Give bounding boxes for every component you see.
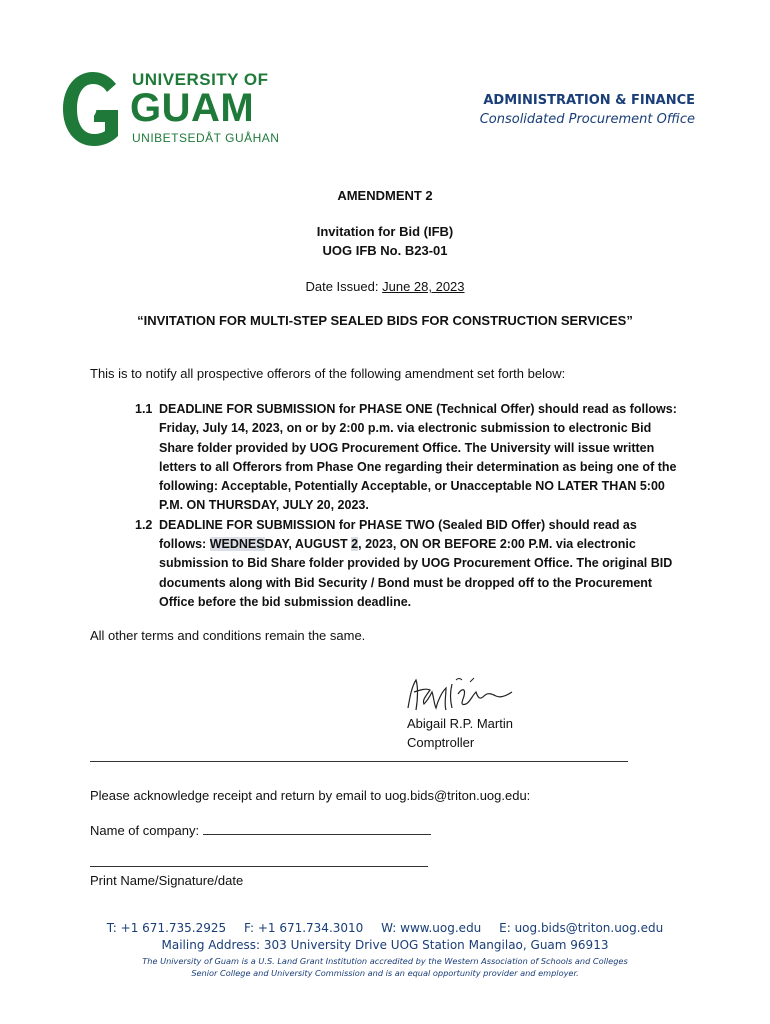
- footer-note: [0, 955, 770, 979]
- print-name-label: Print Name/Signature/date: [90, 873, 244, 888]
- list-item: [135, 516, 680, 612]
- company-name-field[interactable]: [203, 822, 431, 835]
- footer-address: Mailing Address: 303 University Drive UOG Station Mangilao, Guam 96913: [161, 938, 609, 952]
- university-g-logo-icon: [60, 70, 126, 148]
- item-text: DEADLINE FOR SUBMISSION for PHASE TWO (Sealed BID Offer) should read as follows: WEDNESDAY, AUGUST 2, 2023, ON OR BEFORE 2:00 P.M. via electronic submission to Bid Share folder provided by UOG Procurement Office. The original BID documents along with Bid Security / Bond must be dropped off to the Procurement Office before the bid submission deadline.: [159, 517, 673, 609]
- logo-line-2: GUAM: [130, 86, 255, 130]
- acknowledge-instruction: Please acknowledge receipt and return by email to uog.bids@triton.uog.edu:: [90, 788, 531, 803]
- signer-block: [407, 714, 513, 752]
- invitation-label: Invitation for Bid (IFB): [316, 224, 454, 239]
- office-name: Consolidated Procurement Office: [479, 112, 695, 127]
- handwritten-signature: [400, 670, 520, 716]
- footer-email-link[interactable]: E: uog.bids@triton.uog.edu: [499, 921, 664, 935]
- closing-text: All other terms and conditions remain the same.: [90, 628, 366, 643]
- amendment-items: [135, 400, 680, 612]
- list-item: [135, 400, 680, 516]
- highlighted-text: WEDNES: [209, 537, 265, 552]
- signer-title: Comptroller: [407, 735, 475, 750]
- print-name-field[interactable]: [90, 866, 428, 867]
- company-label: Name of company:: [90, 823, 200, 838]
- item-text: DEADLINE FOR SUBMISSION for PHASE ONE (Technical Offer) should read as follows: Friday, July 14, 2023, on or by 2:00 p.m. via electronic submission to electronic Bid Share folder provided by UOG Procurement Office. The University will issue written letters to all Offerors from Phase One regarding their determination as being one of the following: Acceptable, Potentially Acceptable, or Unacceptable NO LATER THAN 5:00 P.M. ON THURSDAY, JULY 20, 2023.: [159, 402, 677, 513]
- date-value: June 28, 2023: [382, 279, 465, 294]
- date-label: Date Issued:: [305, 279, 379, 294]
- footer-fax: F: +1 671.734.3010: [243, 921, 364, 935]
- intro-text: This is to notify all prospective offerors of the following amendment set forth below:: [90, 366, 566, 381]
- logo-line-3: UNIBETSEDÅT GUÅHAN: [132, 131, 280, 145]
- footer-web-link[interactable]: W: www.uog.edu: [381, 921, 482, 935]
- company-name-row: [90, 822, 431, 838]
- footer-phone: T: +1 671.735.2925: [106, 921, 227, 935]
- highlighted-text: 2: [351, 537, 359, 552]
- department-header: [480, 93, 695, 127]
- footer-contacts: [0, 921, 770, 935]
- ifb-number: UOG IFB No. B23-01: [322, 243, 448, 258]
- project-title: “INVITATION FOR MULTI-STEP SEALED BIDS FOR CONSTRUCTION SERVICES”: [137, 313, 633, 328]
- department-name: ADMINISTRATION & FINANCE: [483, 93, 695, 108]
- footer-note-line-1: The University of Guam is a U.S. Land Grant Institution accredited by the Western Association of Schools and Colleges: [142, 956, 628, 966]
- footer-note-line-2: Senior College and University Commission and is an equal opportunity provider and employer.: [191, 968, 579, 978]
- date-issued: [0, 279, 770, 294]
- divider: [90, 761, 628, 762]
- logo-line-1: UNIVERSITY OF: [132, 70, 269, 89]
- signer-name: Abigail R.P. Martin: [407, 716, 513, 731]
- university-logo: [60, 68, 280, 150]
- amendment-title: AMENDMENT 2: [337, 188, 433, 203]
- item-number: 1.2: [135, 517, 153, 532]
- item-number: 1.1: [135, 402, 153, 416]
